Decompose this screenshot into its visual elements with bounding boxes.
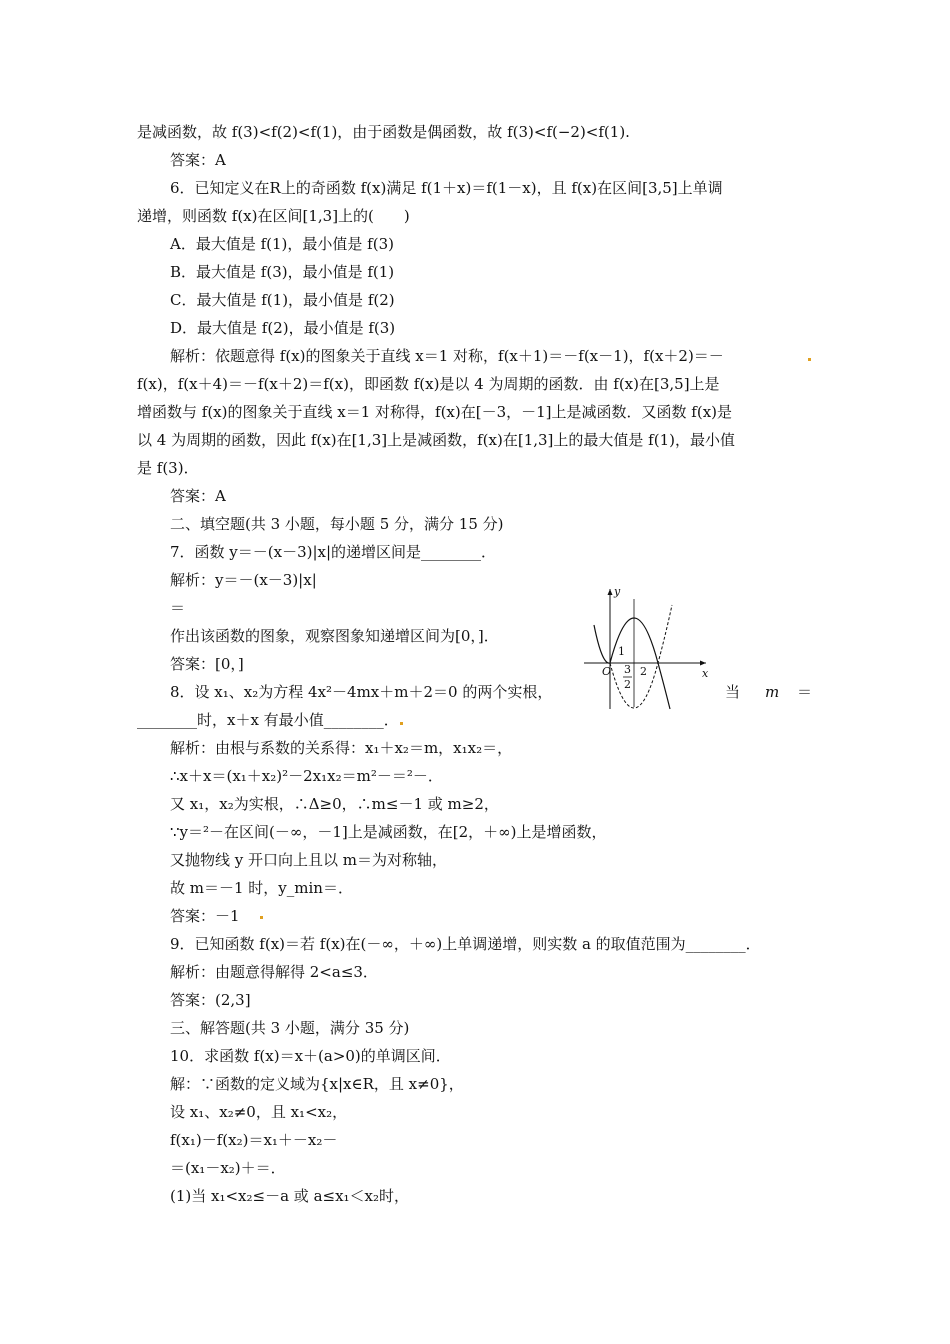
answer-line: 答案：－1 [170, 907, 240, 925]
analysis-line: 解析：y＝－(x－3)|x| [170, 571, 317, 589]
analysis-line: 解析：依题意得 f(x)的图象关于直线 x＝1 对称，f(x＋1)＝－f(x－1)，f(x＋2)＝－ [170, 347, 724, 365]
analysis-line: 解析：由题意得解得 2<a≤3． [170, 963, 378, 981]
question-6: 6．已知定义在R上的奇函数 f(x)满足 f(1＋x)＝f(1－x)，且 f(x)在区间[3,5]上单调 [170, 179, 723, 197]
text-line: 设 x₁、x₂≠0，且 x₁<x₂， [170, 1103, 348, 1121]
section-heading: 二、填空题(共 3 小题，每小题 5 分，满分 15 分) [170, 515, 504, 533]
tick-label-2: 2 [640, 665, 647, 678]
solution-line: 解：∵函数的定义域为{x|x∈R，且 x≠0}， [170, 1075, 464, 1093]
text-line: 又 x₁，x₂为实根，∴Δ≥0，∴m≤－1 或 m≥2， [170, 795, 499, 813]
option-b: B．最大值是 f(3)，最小值是 f(1) [170, 263, 395, 281]
y-axis-arrow-icon [608, 589, 613, 595]
curve-solid [594, 618, 658, 663]
text-line: 是 f(3)． [137, 459, 199, 477]
answer-line: 答案：[0，] [170, 655, 244, 673]
option-c: C．最大值是 f(1)，最小值是 f(2) [170, 291, 395, 309]
q8-eq: ＝ [797, 683, 813, 701]
text-line: 故 m＝－1 时，y_min＝． [170, 879, 353, 897]
text-line: f(x₁)－f(x₂)＝x₁＋－x₂－ [170, 1131, 338, 1149]
option-a: A．最大值是 f(1)，最小值是 f(3) [170, 235, 394, 253]
section-heading: 三、解答题(共 3 小题，满分 35 分) [170, 1019, 410, 1037]
text-line: 又抛物线 y 开口向上且以 m＝为对称轴， [170, 851, 448, 869]
question-10: 10．求函数 f(x)＝x＋(a>0)的单调区间． [170, 1047, 451, 1065]
text-line: 以 4 为周期的函数，因此 f(x)在[1,3]上是减函数，f(x)在[1,3]上的最大值是 f(1)，最小值 [137, 431, 735, 449]
text-line: ________时，x＋x 有最小值________． [137, 711, 399, 729]
question-8: 8．设 x₁、x₂为方程 4x²－4mx＋m＋2＝0 的两个实根， [170, 683, 553, 701]
answer-line: 答案：A [170, 151, 226, 169]
x-axis-label: x [702, 667, 709, 680]
question-9: 9．已知函数 f(x)＝若 f(x)在(－∞，＋∞)上单调递增，则实数 a 的取值范围为________． [170, 935, 761, 953]
question-7: 7．函数 y＝－(x－3)|x|的递增区间是________． [170, 543, 497, 561]
text-line: ∵y＝²－在区间(－∞，－1]上是减函数，在[2，＋∞)上是增函数， [170, 823, 607, 841]
scan-mark [260, 916, 263, 919]
origin-label: O [602, 665, 612, 678]
text-line: ∴x＋x＝(x₁＋x₂)²－2x₁x₂＝m²－＝²－． [170, 767, 443, 785]
tick-label-1: 1 [618, 645, 625, 658]
scan-mark [400, 722, 403, 725]
text-line: 是减函数，故 f(3)<f(2)<f(1)，由于函数是偶函数，故 f(3)<f(−2)<f(1). [137, 123, 630, 141]
curve-tail [658, 663, 670, 709]
option-d: D．最大值是 f(2)，最小值是 f(3) [170, 319, 396, 337]
y-axis-label: y [614, 585, 621, 598]
text-line: 作出该函数的图象，观察图象知递增区间为[0，]． [170, 627, 499, 645]
text-line: f(x)，f(x＋4)＝－f(x＋2)＝f(x)，即函数 f(x)是以 4 为周期的函数．由 f(x)在[3,5]上是 [137, 375, 720, 393]
scan-mark [808, 358, 811, 361]
x-axis-arrow-icon [700, 661, 706, 666]
answer-line: 答案：(2,3] [170, 991, 251, 1009]
analysis-line: 解析：由根与系数的关系得：x₁＋x₂＝m，x₁x₂＝， [170, 739, 513, 757]
text-line: 递增，则函数 f(x)在区间[1,3]上的( ) [137, 207, 410, 225]
frac-numerator: 3 [624, 663, 631, 676]
function-graph [580, 585, 712, 711]
text-line: ＝(x₁－x₂)＋＝． [170, 1159, 286, 1177]
text-line: ＝ [170, 599, 186, 617]
text-line: 增函数与 f(x)的图象关于直线 x＝1 对称得，f(x)在[－3，－1]上是减函数．又函数 f(x)是 [137, 403, 733, 421]
q8-dang: 当 [725, 683, 741, 701]
q8-m: m [765, 683, 780, 701]
text-line: (1)当 x₁<x₂≤－a 或 a≤x₁＜x₂时， [170, 1187, 410, 1205]
frac-denominator: 2 [624, 678, 631, 691]
answer-line: 答案：A [170, 487, 226, 505]
